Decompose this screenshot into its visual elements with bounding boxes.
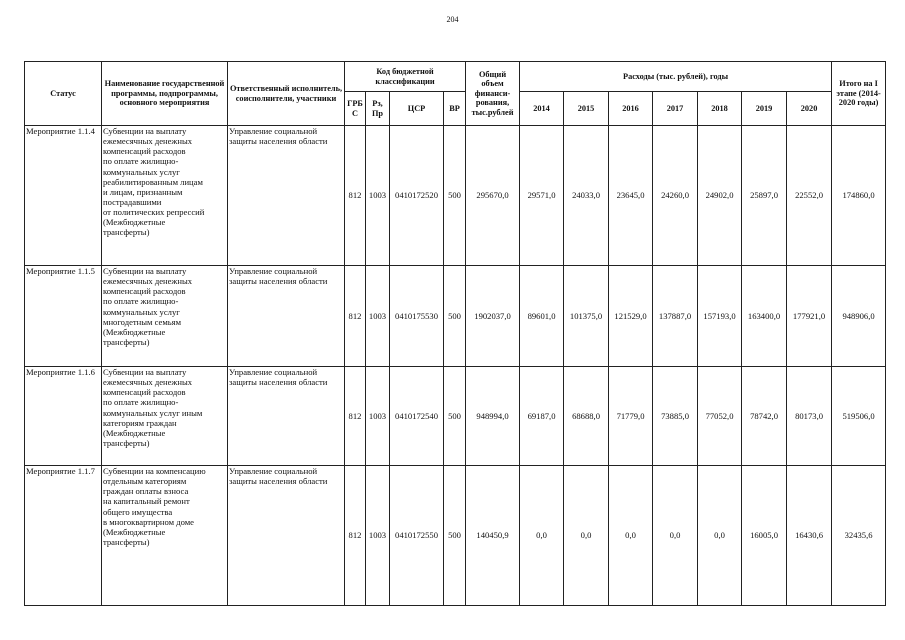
name-cell: Субвенции на компенсацию отдельным категориям граждан оплаты взноса на капитальный ремонт общего имущества в многоквартирном доме (Межбюджетные трансферты) bbox=[102, 466, 228, 606]
year-2017-cell: 73885,0 bbox=[653, 367, 698, 466]
rzpr-cell: 1003 bbox=[366, 126, 390, 266]
table-row bbox=[25, 466, 886, 606]
table-row bbox=[25, 367, 886, 466]
name-cell: Субвенции на выплату ежемесячных денежных компенсаций расходов по оплате жилищно- коммунальных услуг многодетным семьям (Межбюджетные трансферты) bbox=[102, 266, 228, 367]
grbs-cell: 812 bbox=[345, 266, 366, 367]
grbs-cell: 812 bbox=[345, 126, 366, 266]
csr-cell: 0410172540 bbox=[390, 367, 444, 466]
header-year-2020: 2020 bbox=[787, 92, 832, 126]
stage-total-cell: 948906,0 bbox=[832, 266, 886, 367]
year-2020-cell: 22552,0 bbox=[787, 126, 832, 266]
year-2019-cell: 25897,0 bbox=[742, 126, 787, 266]
year-2017-cell: 137887,0 bbox=[653, 266, 698, 367]
rzpr-cell: 1003 bbox=[366, 266, 390, 367]
table-row bbox=[25, 126, 886, 266]
total-cell: 948994,0 bbox=[466, 367, 520, 466]
csr-cell: 0410172550 bbox=[390, 466, 444, 606]
header-year-2014: 2014 bbox=[520, 92, 564, 126]
responsible-cell: Управление социальной защиты населения области bbox=[228, 266, 345, 367]
vr-cell: 500 bbox=[444, 466, 466, 606]
year-2015-cell: 24033,0 bbox=[564, 126, 609, 266]
year-2019-cell: 78742,0 bbox=[742, 367, 787, 466]
header-total: Общий объем финанси- рования, тыс.рублей bbox=[466, 62, 520, 126]
responsible-cell: Управление социальной защиты населения области bbox=[228, 367, 345, 466]
year-2014-cell: 29571,0 bbox=[520, 126, 564, 266]
stage-total-cell: 174860,0 bbox=[832, 126, 886, 266]
year-2018-cell: 157193,0 bbox=[698, 266, 742, 367]
total-cell: 140450,9 bbox=[466, 466, 520, 606]
name-cell: Субвенции на выплату ежемесячных денежных компенсаций расходов по оплате жилищно- коммунальных услуг реабилитированным лицам и лицам, признанным пострадавшими от политических репрессий (Межбюджетные трансферты) bbox=[102, 126, 228, 266]
header-year-2016: 2016 bbox=[609, 92, 653, 126]
year-2017-cell: 24260,0 bbox=[653, 126, 698, 266]
year-2014-cell: 69187,0 bbox=[520, 367, 564, 466]
stage-total-cell: 519506,0 bbox=[832, 367, 886, 466]
header-grbs: ГРБ С bbox=[345, 92, 366, 126]
status-cell: Мероприятие 1.1.7 bbox=[25, 466, 102, 606]
budget-table bbox=[24, 61, 886, 606]
header-year-2015: 2015 bbox=[564, 92, 609, 126]
vr-cell: 500 bbox=[444, 266, 466, 367]
rzpr-cell: 1003 bbox=[366, 466, 390, 606]
year-2018-cell: 77052,0 bbox=[698, 367, 742, 466]
header-year-2017: 2017 bbox=[653, 92, 698, 126]
header-expenses: Расходы (тыс. рублей), годы bbox=[520, 62, 832, 92]
total-cell: 1902037,0 bbox=[466, 266, 520, 367]
header-year-2018: 2018 bbox=[698, 92, 742, 126]
header-vr: ВР bbox=[444, 92, 466, 126]
year-2014-cell: 89601,0 bbox=[520, 266, 564, 367]
year-2015-cell: 101375,0 bbox=[564, 266, 609, 367]
year-2015-cell: 0,0 bbox=[564, 466, 609, 606]
year-2016-cell: 121529,0 bbox=[609, 266, 653, 367]
header-csr: ЦСР bbox=[390, 92, 444, 126]
vr-cell: 500 bbox=[444, 126, 466, 266]
status-cell: Мероприятие 1.1.6 bbox=[25, 367, 102, 466]
year-2020-cell: 80173,0 bbox=[787, 367, 832, 466]
header-stage-total: Итого на I этапе (2014-2020 годы) bbox=[832, 62, 886, 126]
header-name: Наименование государственной программы, подпрограммы, основного мероприятия bbox=[102, 62, 228, 126]
stage-total-cell: 32435,6 bbox=[832, 466, 886, 606]
responsible-cell: Управление социальной защиты населения области bbox=[228, 466, 345, 606]
status-cell: Мероприятие 1.1.4 bbox=[25, 126, 102, 266]
year-2020-cell: 16430,6 bbox=[787, 466, 832, 606]
year-2016-cell: 0,0 bbox=[609, 466, 653, 606]
year-2016-cell: 23645,0 bbox=[609, 126, 653, 266]
responsible-cell: Управление социальной защиты населения области bbox=[228, 126, 345, 266]
csr-cell: 0410172520 bbox=[390, 126, 444, 266]
name-cell: Субвенции на выплату ежемесячных денежных компенсаций расходов по оплате жилищно- коммунальных услуг иным категориям граждан (Межбюджетные трансферты) bbox=[102, 367, 228, 466]
page-number: 204 bbox=[446, 15, 459, 24]
csr-cell: 0410175530 bbox=[390, 266, 444, 367]
header-rzpr: Рз, Пр bbox=[366, 92, 390, 126]
total-cell: 295670,0 bbox=[466, 126, 520, 266]
header-row bbox=[25, 62, 886, 92]
grbs-cell: 812 bbox=[345, 466, 366, 606]
header-budget-code: Код бюджетной классификации bbox=[345, 62, 466, 92]
table-row bbox=[25, 266, 886, 367]
year-2015-cell: 68688,0 bbox=[564, 367, 609, 466]
year-2018-cell: 24902,0 bbox=[698, 126, 742, 266]
header-year-2019: 2019 bbox=[742, 92, 787, 126]
year-2017-cell: 0,0 bbox=[653, 466, 698, 606]
rzpr-cell: 1003 bbox=[366, 367, 390, 466]
status-cell: Мероприятие 1.1.5 bbox=[25, 266, 102, 367]
header-responsible: Ответственный исполнитель, соисполнители, участники bbox=[228, 62, 345, 126]
vr-cell: 500 bbox=[444, 367, 466, 466]
year-2016-cell: 71779,0 bbox=[609, 367, 653, 466]
year-2019-cell: 16005,0 bbox=[742, 466, 787, 606]
year-2020-cell: 177921,0 bbox=[787, 266, 832, 367]
year-2019-cell: 163400,0 bbox=[742, 266, 787, 367]
year-2014-cell: 0,0 bbox=[520, 466, 564, 606]
year-2018-cell: 0,0 bbox=[698, 466, 742, 606]
header-status: Статус bbox=[25, 62, 102, 126]
grbs-cell: 812 bbox=[345, 367, 366, 466]
